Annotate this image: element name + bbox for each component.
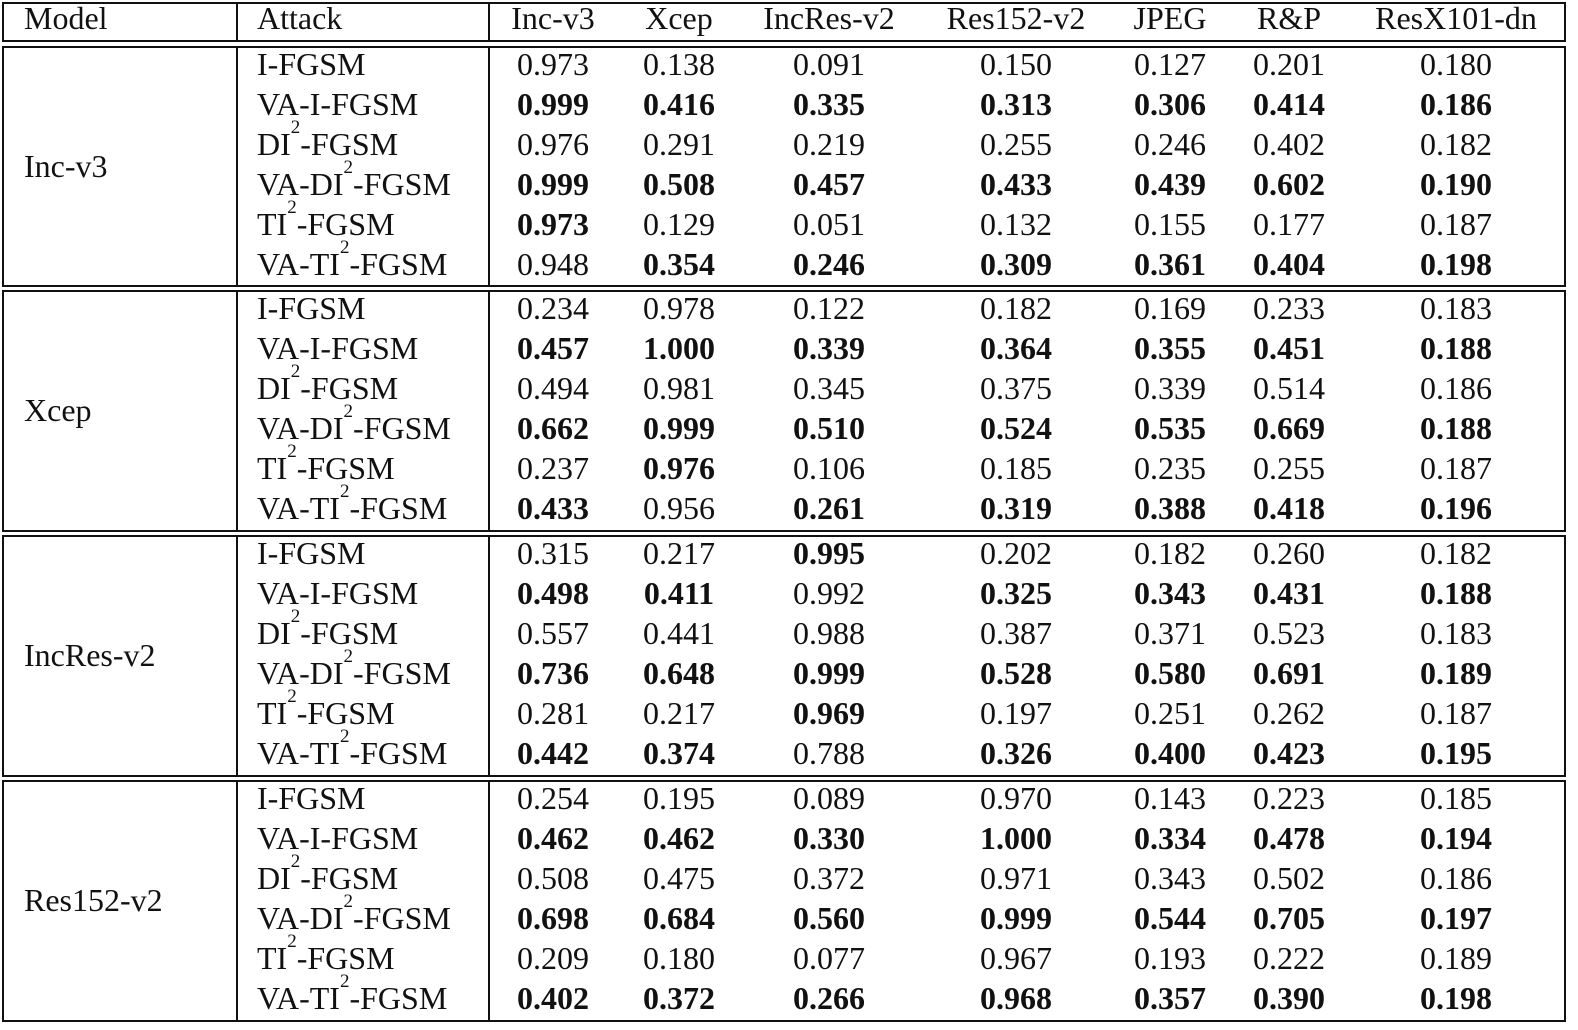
table-cell: 0.354 (643, 246, 715, 282)
table-cell: 0.969 (793, 695, 865, 731)
group-model-divider-1 (236, 290, 238, 532)
header-right-border (1564, 2, 1566, 42)
table-cell: 0.999 (643, 410, 715, 446)
table-cell: 0.648 (643, 655, 715, 691)
table-cell: 0.193 (1134, 940, 1206, 976)
table-cell: 0.388 (1134, 490, 1206, 526)
header-col-4: JPEG (1133, 0, 1207, 36)
table-cell: 0.442 (517, 735, 589, 771)
table-cell: 0.375 (980, 370, 1052, 406)
table-cell: 0.451 (1253, 330, 1325, 366)
attack-name: $VA-TI^2$-FGSM (257, 726, 448, 771)
table-cell: 0.976 (517, 126, 589, 162)
table-cell: 0.343 (1134, 575, 1206, 611)
table-cell: 0.387 (980, 615, 1052, 651)
table-cell: 0.355 (1134, 330, 1206, 366)
table-cell: 0.091 (793, 46, 865, 82)
table-cell: 0.077 (793, 940, 865, 976)
table-cell: 0.235 (1134, 450, 1206, 486)
table-cell: 0.414 (1253, 86, 1325, 122)
model-label: Res152-v2 (24, 882, 163, 918)
table-cell: 0.669 (1253, 410, 1325, 446)
header-col-0: Inc-v3 (511, 0, 595, 36)
table-cell: 0.106 (793, 450, 865, 486)
table-cell: 0.201 (1253, 46, 1325, 82)
table-cell: 0.510 (793, 410, 865, 446)
table-cell: 0.262 (1253, 695, 1325, 731)
table-cell: 0.967 (980, 940, 1052, 976)
table-cell: 0.968 (980, 980, 1052, 1016)
table-cell: 0.202 (980, 535, 1052, 571)
table-cell: 0.374 (643, 735, 715, 771)
table-cell: 0.198 (1420, 246, 1492, 282)
table-cell: 0.970 (980, 780, 1052, 816)
table-cell: 0.182 (1134, 535, 1206, 571)
table-cell: 0.402 (517, 980, 589, 1016)
attack-name: $TI^2$-FGSM (257, 441, 395, 486)
table-cell: 0.544 (1134, 900, 1206, 936)
table-cell: 0.182 (1420, 535, 1492, 571)
header-col-1: Xcep (645, 0, 713, 36)
table-cell: 0.234 (517, 290, 589, 326)
table-cell: 0.335 (793, 86, 865, 122)
table-cell: 1.000 (980, 820, 1052, 856)
table-cell: 0.122 (793, 290, 865, 326)
table-cell: 0.217 (643, 695, 715, 731)
header-col-6: ResX101-dn (1375, 0, 1537, 36)
table-cell: 0.433 (517, 490, 589, 526)
table-cell: 0.313 (980, 86, 1052, 122)
table-cell: 0.187 (1420, 695, 1492, 731)
table-cell: 0.999 (980, 900, 1052, 936)
table-cell: 0.254 (517, 780, 589, 816)
table-cell: 0.196 (1420, 490, 1492, 526)
table-cell: 0.261 (793, 490, 865, 526)
table-cell: 0.281 (517, 695, 589, 731)
table-cell: 0.209 (517, 940, 589, 976)
table-cell: 0.494 (517, 370, 589, 406)
table-cell: 0.402 (1253, 126, 1325, 162)
table-cell: 0.602 (1253, 166, 1325, 202)
table-cell: 0.089 (793, 780, 865, 816)
table-cell: 0.478 (1253, 820, 1325, 856)
table-cell: 0.981 (643, 370, 715, 406)
table-cell: 0.150 (980, 46, 1052, 82)
attack-name: $VA-DI^2$-FGSM (257, 646, 451, 691)
table-cell: 0.361 (1134, 246, 1206, 282)
group-attack-divider-2 (488, 535, 490, 777)
table-cell: 0.995 (793, 535, 865, 571)
group-model-divider-3 (236, 780, 238, 1022)
attack-name: VA-I-FGSM (257, 820, 419, 856)
table-cell: 0.498 (517, 575, 589, 611)
table-cell: 0.992 (793, 575, 865, 611)
table-cell: 0.197 (980, 695, 1052, 731)
attack-name: $DI^2$-FGSM (257, 606, 399, 651)
table-cell: 0.185 (1420, 780, 1492, 816)
table-cell: 0.372 (643, 980, 715, 1016)
table-cell: 0.528 (980, 655, 1052, 691)
table-cell: 0.185 (980, 450, 1052, 486)
table-cell: 0.462 (643, 820, 715, 856)
table-cell: 0.315 (517, 535, 589, 571)
table-cell: 0.188 (1420, 410, 1492, 446)
table-cell: 0.523 (1253, 615, 1325, 651)
table-cell: 0.345 (793, 370, 865, 406)
table-cell: 0.364 (980, 330, 1052, 366)
table-cell: 0.956 (643, 490, 715, 526)
table-cell: 0.971 (980, 860, 1052, 896)
table-cell: 0.978 (643, 290, 715, 326)
attack-name: I-FGSM (257, 46, 366, 82)
attack-name: $VA-DI^2$-FGSM (257, 157, 451, 202)
table-cell: 0.988 (793, 615, 865, 651)
table-cell: 0.372 (793, 860, 865, 896)
table-cell: 0.188 (1420, 575, 1492, 611)
header-attack: Attack (257, 0, 343, 36)
table-cell: 0.423 (1253, 735, 1325, 771)
table-cell: 0.508 (643, 166, 715, 202)
attack-name: I-FGSM (257, 290, 366, 326)
table-cell: 0.186 (1420, 86, 1492, 122)
table-cell: 1.000 (643, 330, 715, 366)
table-cell: 0.251 (1134, 695, 1206, 731)
table-cell: 0.180 (1420, 46, 1492, 82)
table-cell: 0.508 (517, 860, 589, 896)
group-model-divider-2 (236, 535, 238, 777)
table-cell: 0.514 (1253, 370, 1325, 406)
table-cell: 0.197 (1420, 900, 1492, 936)
table-cell: 0.246 (793, 246, 865, 282)
table-cell: 0.195 (643, 780, 715, 816)
table-cell: 0.788 (793, 735, 865, 771)
model-label: Xcep (24, 392, 92, 428)
table-cell: 0.189 (1420, 655, 1492, 691)
group-right-border-3 (1564, 780, 1566, 1022)
table-cell: 0.684 (643, 900, 715, 936)
header-col-5: R&P (1256, 0, 1322, 36)
table-cell: 0.222 (1253, 940, 1325, 976)
table-cell: 0.999 (793, 655, 865, 691)
header-model: Model (24, 0, 108, 36)
attack-name: $DI^2$-FGSM (257, 117, 399, 162)
header-model-divider (236, 2, 238, 42)
table-cell: 0.662 (517, 410, 589, 446)
table-cell: 0.233 (1253, 290, 1325, 326)
table-cell: 0.182 (1420, 126, 1492, 162)
header-left-border (2, 2, 4, 42)
table-cell: 0.198 (1420, 980, 1492, 1016)
table-cell: 0.188 (1420, 330, 1492, 366)
table-cell: 0.441 (643, 615, 715, 651)
table-cell: 0.132 (980, 206, 1052, 242)
attack-name: $DI^2$-FGSM (257, 361, 399, 406)
header-col-3: Res152-v2 (946, 0, 1086, 36)
table-cell: 0.457 (517, 330, 589, 366)
group-model-divider-0 (236, 46, 238, 287)
table-cell: 0.462 (517, 820, 589, 856)
table-cell: 0.524 (980, 410, 1052, 446)
table-cell: 0.155 (1134, 206, 1206, 242)
table-cell: 0.266 (793, 980, 865, 1016)
table-cell: 0.416 (643, 86, 715, 122)
header-col-2: IncRes-v2 (763, 0, 895, 36)
group-left-border-0 (2, 46, 4, 287)
table-cell: 0.475 (643, 860, 715, 896)
table-cell: 0.187 (1420, 206, 1492, 242)
attack-name: I-FGSM (257, 535, 366, 571)
table-cell: 0.306 (1134, 86, 1206, 122)
table-cell: 0.189 (1420, 940, 1492, 976)
table-cell: 0.736 (517, 655, 589, 691)
header-attack-divider (488, 2, 490, 42)
table-cell: 0.418 (1253, 490, 1325, 526)
table-cell: 0.219 (793, 126, 865, 162)
table-cell: 0.127 (1134, 46, 1206, 82)
table-cell: 0.535 (1134, 410, 1206, 446)
table-cell: 0.319 (980, 490, 1052, 526)
table-cell: 0.186 (1420, 370, 1492, 406)
attack-name: VA-I-FGSM (257, 86, 419, 122)
attack-name: I-FGSM (257, 780, 366, 816)
table-cell: 0.560 (793, 900, 865, 936)
attack-name: $VA-DI^2$-FGSM (257, 401, 451, 446)
group-right-border-1 (1564, 290, 1566, 532)
table-cell: 0.339 (1134, 370, 1206, 406)
table-cell: 0.246 (1134, 126, 1206, 162)
table-cell: 0.698 (517, 900, 589, 936)
table-cell: 0.339 (793, 330, 865, 366)
table-cell: 0.357 (1134, 980, 1206, 1016)
group-left-border-2 (2, 535, 4, 777)
attack-name: VA-I-FGSM (257, 330, 419, 366)
group-left-border-1 (2, 290, 4, 532)
table-cell: 0.343 (1134, 860, 1206, 896)
group-right-border-0 (1564, 46, 1566, 287)
table-cell: 0.411 (643, 575, 715, 611)
table-cell: 0.390 (1253, 980, 1325, 1016)
table-cell: 0.291 (643, 126, 715, 162)
table-cell: 0.973 (517, 206, 589, 242)
table-cell: 0.138 (643, 46, 715, 82)
table-cell: 0.502 (1253, 860, 1325, 896)
table-cell: 0.999 (517, 166, 589, 202)
attack-name: $TI^2$-FGSM (257, 931, 395, 976)
table-cell: 0.169 (1134, 290, 1206, 326)
group-attack-divider-1 (488, 290, 490, 532)
table-cell: 0.143 (1134, 780, 1206, 816)
attack-name: VA-I-FGSM (257, 575, 419, 611)
table-cell: 0.182 (980, 290, 1052, 326)
group-left-border-3 (2, 780, 4, 1022)
attack-name: $VA-TI^2$-FGSM (257, 971, 448, 1016)
group-attack-divider-0 (488, 46, 490, 287)
table-cell: 0.190 (1420, 166, 1492, 202)
table-cell: 0.129 (643, 206, 715, 242)
table-cell: 0.973 (517, 46, 589, 82)
table-cell: 0.217 (643, 535, 715, 571)
table-cell: 0.580 (1134, 655, 1206, 691)
table-cell: 0.705 (1253, 900, 1325, 936)
model-label: Inc-v3 (24, 147, 108, 184)
table-cell: 0.439 (1134, 166, 1206, 202)
table-cell: 0.330 (793, 820, 865, 856)
attack-name: $VA-TI^2$-FGSM (257, 237, 448, 282)
table-cell: 0.180 (643, 940, 715, 976)
table-cell: 0.187 (1420, 450, 1492, 486)
table-cell: 0.255 (980, 126, 1052, 162)
group-attack-divider-3 (488, 780, 490, 1022)
attack-name: $VA-DI^2$-FGSM (257, 891, 451, 936)
table-cell: 0.371 (1134, 615, 1206, 651)
attack-name: $DI^2$-FGSM (257, 851, 399, 896)
table-cell: 0.183 (1420, 290, 1492, 326)
table-cell: 0.177 (1253, 206, 1325, 242)
table-cell: 0.237 (517, 450, 589, 486)
table-cell: 0.260 (1253, 535, 1325, 571)
group-right-border-2 (1564, 535, 1566, 777)
table-cell: 0.400 (1134, 735, 1206, 771)
table-cell: 0.404 (1253, 246, 1325, 282)
table-cell: 0.948 (517, 246, 589, 282)
table-cell: 0.691 (1253, 655, 1325, 691)
table-cell: 0.431 (1253, 575, 1325, 611)
table-cell: 0.326 (980, 735, 1052, 771)
table-cell: 0.051 (793, 206, 865, 242)
table-cell: 0.309 (980, 246, 1052, 282)
table-cell: 0.999 (517, 86, 589, 122)
attack-name: $VA-TI^2$-FGSM (257, 481, 448, 526)
table-cell: 0.325 (980, 575, 1052, 611)
attack-name: $TI^2$-FGSM (257, 686, 395, 731)
model-label: IncRes-v2 (24, 637, 156, 673)
table-cell: 0.433 (980, 166, 1052, 202)
table-cell: 0.457 (793, 166, 865, 202)
table-cell: 0.976 (643, 450, 715, 486)
table-cell: 0.195 (1420, 735, 1492, 771)
table-cell: 0.223 (1253, 780, 1325, 816)
attack-name: $TI^2$-FGSM (257, 197, 395, 242)
table-cell: 0.557 (517, 615, 589, 651)
table-cell: 0.186 (1420, 860, 1492, 896)
table-cell: 0.183 (1420, 615, 1492, 651)
table-cell: 0.255 (1253, 450, 1325, 486)
table-cell: 0.334 (1134, 820, 1206, 856)
table-cell: 0.194 (1420, 820, 1492, 856)
